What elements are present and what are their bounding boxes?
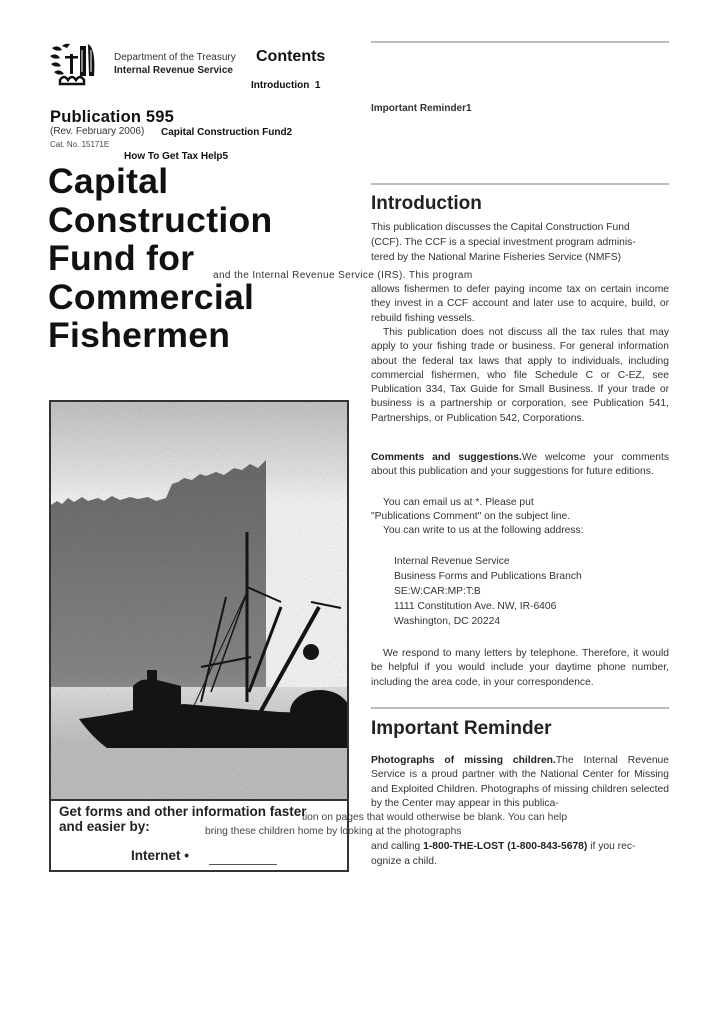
overflow-text-line: tion on pages that would otherwise be blank. You can help	[302, 812, 568, 823]
write-line: You can write to us at the following address:	[383, 525, 584, 536]
divider	[371, 183, 669, 185]
title-line: Capital	[48, 161, 169, 201]
title-line: Commercial	[48, 276, 255, 317]
internet-link-blank[interactable]	[209, 864, 277, 865]
document-title	[48, 162, 272, 355]
comments-lead: Comments and suggestions.	[371, 452, 522, 463]
catalog-number: Cat. No. 15171E	[50, 140, 110, 149]
intro-paragraph-cont: allows fishermen to defer paying income tax on certain income they invest in a CCF account and later use to acquire, build, or rebuild fishing vessels.	[371, 284, 669, 324]
department-name: Department of the Treasury	[114, 52, 236, 63]
title-line: Fishermen	[48, 315, 231, 355]
address-line: Internal Revenue Service	[394, 556, 510, 567]
reminder-paragraph	[371, 754, 669, 811]
toc-page: 2	[286, 127, 293, 138]
address-line: 1111 Constitution Ave. NW, IR-6406	[394, 601, 557, 612]
toc-page: 5	[222, 151, 229, 162]
important-reminder-heading: Important Reminder	[371, 718, 552, 739]
overflow-text-line: and the Internal Revenue Service (IRS). This program	[213, 270, 473, 281]
address-line: Washington, DC 20224	[394, 616, 501, 627]
calling-last: ognize a child.	[371, 856, 437, 867]
intro-line: This publication discusses the Capital Construction Fund	[371, 222, 630, 233]
phone-paragraph: We respond to many letters by telephone. Therefore, it would be helpful if you would include your daytime phone number, including the area code, in your correspondence.	[371, 648, 669, 688]
toc-label: How To Get Tax Help	[124, 151, 223, 162]
address-line: SE:W:CAR:MP:T:B	[394, 586, 481, 597]
toc-page: 1	[466, 103, 472, 114]
toc-label: Capital Construction Fund	[161, 127, 287, 138]
divider	[371, 707, 669, 709]
toc-item-important-reminder[interactable]	[371, 103, 472, 114]
reminder-text: The Internal Revenue Service is a proud partner with the National Center for Missing and Exploited Children. Photographs of missing children selected by the Center may appear in this publica-	[371, 755, 669, 809]
comments-paragraph	[371, 451, 669, 480]
intro-line: tered by the National Marine Fisheries Service (NMFS)	[371, 252, 622, 263]
toc-label: Introduction	[251, 80, 310, 91]
internet-label: Internet •	[131, 848, 189, 863]
revision-date: (Rev. February 2006)	[50, 126, 145, 137]
contents-title: Contents	[256, 48, 326, 65]
publication-number: Publication 595	[50, 108, 175, 126]
fishing-boat-photo	[51, 402, 347, 801]
calling-pre: and calling	[371, 841, 424, 852]
intro-paragraph-2: This publication does not discuss all the tax rules that may apply to your fishing trade or business. For general information about the federal tax laws that apply to individuals, including commercial fishermen, who file Schedule C or C-EZ, see Publication 334, Tax Guide for Small Business. If your trade or business is a partnership or corporation, see Publication 541, Partnerships, or Publication 542, Corporations.	[371, 327, 669, 424]
email-line: You can email us at *. Please put	[383, 497, 534, 508]
reminder-lead: Photographs of missing children.	[371, 755, 556, 766]
get-forms-text: Get forms and other information faster and easier by:	[59, 804, 307, 834]
toc-label: Important Reminder	[371, 103, 467, 114]
introduction-heading: Introduction	[371, 193, 482, 214]
agency-name: Internal Revenue Service	[114, 65, 233, 76]
toc-page: 1	[314, 80, 321, 91]
title-line: Fund for	[48, 238, 195, 278]
divider	[371, 41, 669, 43]
overflow-text-line: bring these children home by looking at the photographs	[205, 826, 462, 837]
get-forms-box	[49, 400, 349, 872]
toc-item-introduction[interactable]	[251, 80, 320, 91]
intro-line: (CCF). The CCF is a special investment program adminis-	[371, 237, 636, 248]
hotline-number: 1-800-THE-LOST (1-800-843-5678)	[423, 841, 588, 852]
comments-text: We welcome your comments about this publication and your suggestions for future editions.	[371, 452, 669, 478]
irs-eagle-logo-icon	[48, 40, 98, 88]
address-line: Business Forms and Publications Branch	[394, 571, 582, 582]
calling-post: if you rec-	[587, 841, 636, 852]
email-line: "Publications Comment" on the subject line.	[371, 511, 571, 522]
calling-line	[371, 841, 635, 852]
toc-item-ccf[interactable]	[161, 127, 292, 138]
title-line: Construction	[48, 199, 273, 240]
